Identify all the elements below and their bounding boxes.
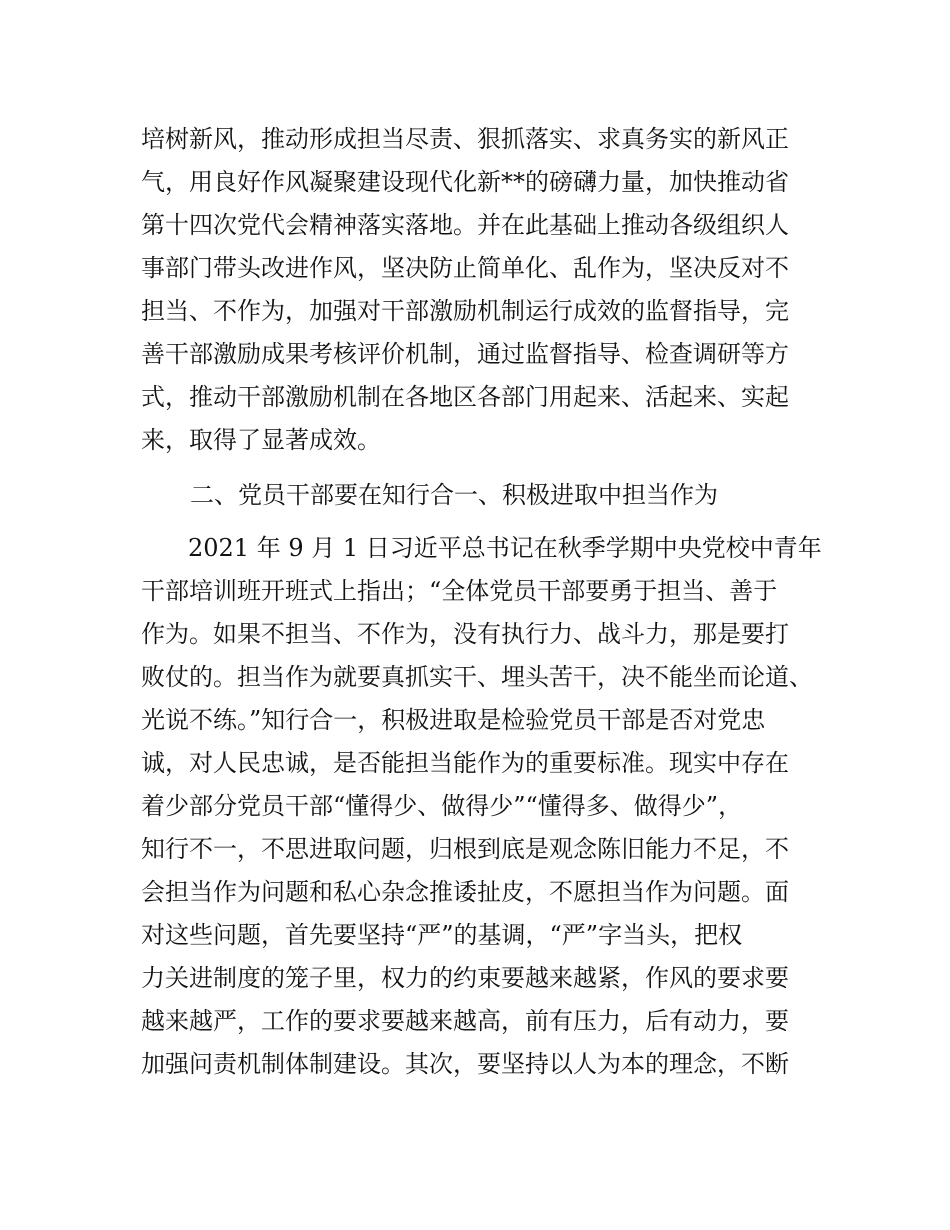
text-line: 干部培训班开班式上指出；“全体党员干部要勇于担当、善于 <box>141 577 778 605</box>
text-line: 对这些问题，首先要坚持“严”的基调，“严”字当头，把权 <box>141 921 743 949</box>
text-line: 着少部分党员干部“懂得少、做得少”“懂得多、做得少”， <box>141 792 743 820</box>
text-line: 会担当作为问题和私心杂念推诿扯皮，不愿担当作为问题。面 <box>141 878 789 906</box>
text-line: 越来越严，工作的要求要越来越高，前有压力，后有动力，要 <box>141 1007 789 1035</box>
text-line: 作为。如果不担当、不作为，没有执行力、战斗力，那是要打 <box>141 620 789 648</box>
text-line: 知行不一，不思进取问题，归根到底是观念陈旧能力不足，不 <box>141 835 789 863</box>
text-line: 加强问责机制体制建设。其次，要坚持以人为本的理念，不断 <box>141 1050 789 1078</box>
text-line: 善干部激励成果考核评价机制，通过监督指导、检查调研等方 <box>141 340 789 368</box>
text-line: 担当、不作为，加强对干部激励机制运行成效的监督指导，完 <box>141 297 789 325</box>
text-line: 光说不练。”知行合一，积极进取是检验党员干部是否对党忠 <box>141 706 766 734</box>
heading-line: 二、党员干部要在知行合一、积极进取中担当作为 <box>190 481 718 509</box>
text-line: 气，用良好作风凝聚建设现代化新**的磅礴力量，加快推动省 <box>141 168 789 196</box>
text-line: 2021 年 9 月 1 日习近平总书记在秋季学期中央党校中青年 <box>188 534 822 562</box>
text-line: 第十四次党代会精神落实落地。并在此基础上推动各级组织人 <box>141 211 789 239</box>
text-line: 来，取得了显著成效。 <box>141 426 381 454</box>
text-line: 事部门带头改进作风，坚决防止简单化、乱作为，坚决反对不 <box>141 254 789 282</box>
text-line: 力关进制度的笼子里，权力的约束要越来越紧，作风的要求要 <box>141 964 789 992</box>
text-line: 诚，对人民忠诚，是否能担当能作为的重要标准。现实中存在 <box>141 749 789 777</box>
text-line: 式，推动干部激励机制在各地区各部门用起来、活起来、实起 <box>141 383 789 411</box>
text-line: 败仗的。担当作为就要真抓实干、埋头苦干，决不能坐而论道、 <box>141 663 813 691</box>
text-line: 培树新风，推动形成担当尽责、狠抓落实、求真务实的新风正 <box>141 125 789 153</box>
